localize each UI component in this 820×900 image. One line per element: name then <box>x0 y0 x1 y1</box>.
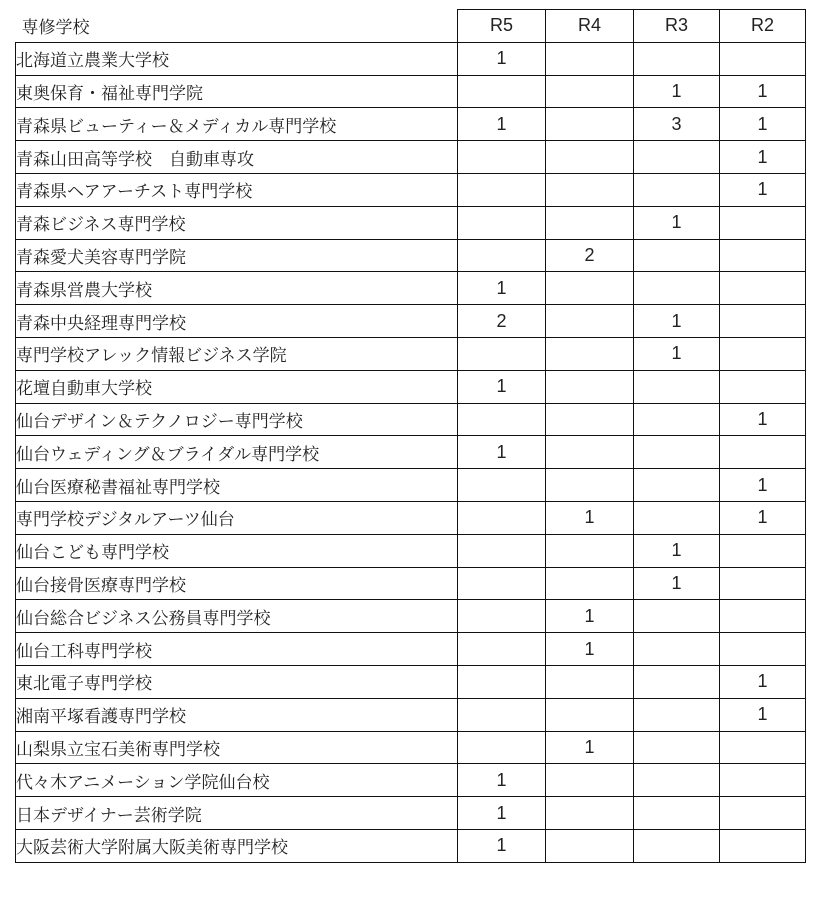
table-row <box>16 272 806 305</box>
value-cell-r5 <box>458 272 546 305</box>
school-name-cell: 仙台医療秘書福祉専門学校 <box>16 469 458 502</box>
value-cell-r2 <box>720 403 806 436</box>
value-cell-r4 <box>546 698 634 731</box>
school-table <box>15 9 806 863</box>
value-cell-r3 <box>634 731 720 764</box>
value-cell-r2 <box>720 764 806 797</box>
school-name-cell: 北海道立農業大学校 <box>16 42 458 75</box>
value-cell-r4 <box>546 239 634 272</box>
count-value: 1 <box>496 113 507 134</box>
table-row <box>16 370 806 403</box>
count-value: 1 <box>496 769 507 790</box>
value-cell-r3 <box>634 370 720 403</box>
table-row <box>16 764 806 797</box>
header-label: 専修学校 <box>21 18 90 39</box>
school-name-cell: 仙台こども専門学校 <box>16 534 458 567</box>
value-cell-r2 <box>720 337 806 370</box>
value-cell-r3 <box>634 75 720 108</box>
value-cell-r2 <box>720 534 806 567</box>
count-value: 2 <box>496 310 507 331</box>
count-value: 2 <box>584 244 595 265</box>
value-cell-r3 <box>634 42 720 75</box>
value-cell-r5 <box>458 633 546 666</box>
school-name-cell: 青森県営農大学校 <box>16 272 458 305</box>
value-cell-r5 <box>458 731 546 764</box>
school-name-cell: 山梨県立宝石美術専門学校 <box>16 731 458 764</box>
value-cell-r3 <box>634 272 720 305</box>
value-cell-r2 <box>720 239 806 272</box>
value-cell-r4 <box>546 534 634 567</box>
value-cell-r3 <box>634 436 720 469</box>
value-cell-r4 <box>546 305 634 338</box>
school-name-cell: 専門学校デジタルアーツ仙台 <box>16 501 458 534</box>
count-value: 1 <box>757 507 768 528</box>
count-value: 1 <box>496 277 507 298</box>
school-name-cell: 代々木アニメーション学院仙台校 <box>16 764 458 797</box>
value-cell-r5 <box>458 534 546 567</box>
school-name-cell: 青森中央経理専門学校 <box>16 305 458 338</box>
value-cell-r5 <box>458 403 546 436</box>
value-cell-r2 <box>720 42 806 75</box>
value-cell-r3 <box>634 600 720 633</box>
value-cell-r5 <box>458 797 546 830</box>
value-cell-r2 <box>720 665 806 698</box>
value-cell-r3 <box>634 469 720 502</box>
count-value: 1 <box>496 835 507 856</box>
value-cell-r5 <box>458 206 546 239</box>
value-cell-r3 <box>634 829 720 862</box>
value-cell-r5 <box>458 600 546 633</box>
table-row <box>16 600 806 633</box>
value-cell-r2 <box>720 108 806 141</box>
header-row <box>16 10 806 43</box>
value-cell-r5 <box>458 108 546 141</box>
value-cell-r2 <box>720 698 806 731</box>
value-cell-r2 <box>720 567 806 600</box>
count-value: 1 <box>671 343 682 364</box>
value-cell-r4 <box>546 272 634 305</box>
value-cell-r4 <box>546 206 634 239</box>
value-cell-r4 <box>546 665 634 698</box>
count-value: 1 <box>757 408 768 429</box>
count-value: 1 <box>757 671 768 692</box>
year-header-r3: R3 <box>634 10 720 43</box>
school-name-cell: 仙台工科専門学校 <box>16 633 458 666</box>
value-cell-r3 <box>634 108 720 141</box>
count-value: 1 <box>671 212 682 233</box>
table-row <box>16 797 806 830</box>
value-cell-r2 <box>720 206 806 239</box>
value-cell-r4 <box>546 633 634 666</box>
count-value: 1 <box>757 474 768 495</box>
table-row <box>16 501 806 534</box>
count-value: 1 <box>671 572 682 593</box>
school-name-cell: 湘南平塚看護専門学校 <box>16 698 458 731</box>
value-cell-r4 <box>546 108 634 141</box>
value-cell-r3 <box>634 797 720 830</box>
table-row <box>16 173 806 206</box>
value-cell-r3 <box>634 173 720 206</box>
school-name-cell: 仙台総合ビジネス公務員専門学校 <box>16 600 458 633</box>
count-value: 1 <box>496 376 507 397</box>
value-cell-r5 <box>458 501 546 534</box>
count-value: 1 <box>757 80 768 101</box>
count-value: 1 <box>584 736 595 757</box>
value-cell-r4 <box>546 797 634 830</box>
count-value: 1 <box>584 638 595 659</box>
value-cell-r5 <box>458 173 546 206</box>
value-cell-r2 <box>720 501 806 534</box>
school-name-cell: 青森山田高等学校 自動車専攻 <box>16 141 458 174</box>
value-cell-r2 <box>720 173 806 206</box>
table-row <box>16 665 806 698</box>
table-row <box>16 731 806 764</box>
value-cell-r2 <box>720 141 806 174</box>
table-row <box>16 141 806 174</box>
count-value: 1 <box>757 146 768 167</box>
school-name-cell: 青森ビジネス専門学校 <box>16 206 458 239</box>
count-value: 1 <box>496 48 507 69</box>
school-name-cell: 花壇自動車大学校 <box>16 370 458 403</box>
school-name-cell: 青森愛犬美容専門学院 <box>16 239 458 272</box>
value-cell-r4 <box>546 829 634 862</box>
count-value: 1 <box>671 310 682 331</box>
year-header-r5: R5 <box>458 10 546 43</box>
school-name-cell: 専門学校アレック情報ビジネス学院 <box>16 337 458 370</box>
school-name-cell: 大阪芸術大学附属大阪美術専門学校 <box>16 829 458 862</box>
count-value: 1 <box>671 80 682 101</box>
count-value: 1 <box>584 605 595 626</box>
school-name-cell: 仙台接骨医療専門学校 <box>16 567 458 600</box>
table-row <box>16 829 806 862</box>
table-row <box>16 337 806 370</box>
count-value: 1 <box>496 441 507 462</box>
value-cell-r3 <box>634 633 720 666</box>
school-name-cell: 東北電子専門学校 <box>16 665 458 698</box>
value-cell-r3 <box>634 305 720 338</box>
value-cell-r4 <box>546 501 634 534</box>
value-cell-r2 <box>720 600 806 633</box>
value-cell-r3 <box>634 141 720 174</box>
value-cell-r4 <box>546 141 634 174</box>
value-cell-r2 <box>720 75 806 108</box>
value-cell-r5 <box>458 75 546 108</box>
value-cell-r4 <box>546 337 634 370</box>
value-cell-r4 <box>546 75 634 108</box>
value-cell-r4 <box>546 731 634 764</box>
value-cell-r5 <box>458 665 546 698</box>
value-cell-r3 <box>634 403 720 436</box>
school-name-cell: 日本デザイナー芸術学院 <box>16 797 458 830</box>
value-cell-r5 <box>458 764 546 797</box>
count-value: 1 <box>671 540 682 561</box>
value-cell-r3 <box>634 764 720 797</box>
value-cell-r3 <box>634 665 720 698</box>
value-cell-r5 <box>458 829 546 862</box>
school-name-cell: 東奥保育・福祉専門学院 <box>16 75 458 108</box>
table-row <box>16 698 806 731</box>
school-name-cell: 仙台ウェディング＆ブライダル専門学校 <box>16 436 458 469</box>
value-cell-r5 <box>458 141 546 174</box>
value-cell-r4 <box>546 403 634 436</box>
value-cell-r4 <box>546 469 634 502</box>
value-cell-r2 <box>720 370 806 403</box>
table-row <box>16 567 806 600</box>
value-cell-r2 <box>720 797 806 830</box>
value-cell-r2 <box>720 829 806 862</box>
value-cell-r5 <box>458 337 546 370</box>
table-row <box>16 436 806 469</box>
value-cell-r5 <box>458 436 546 469</box>
value-cell-r5 <box>458 698 546 731</box>
table-row <box>16 239 806 272</box>
value-cell-r2 <box>720 305 806 338</box>
value-cell-r2 <box>720 633 806 666</box>
school-name-cell: 仙台デザイン＆テクノロジー専門学校 <box>16 403 458 436</box>
value-cell-r3 <box>634 698 720 731</box>
value-cell-r3 <box>634 567 720 600</box>
value-cell-r4 <box>546 567 634 600</box>
table-row <box>16 42 806 75</box>
count-value: 3 <box>671 113 682 134</box>
table-row <box>16 75 806 108</box>
count-value: 1 <box>496 802 507 823</box>
table-row <box>16 403 806 436</box>
count-value: 1 <box>757 113 768 134</box>
year-header-r2: R2 <box>720 10 806 43</box>
value-cell-r2 <box>720 469 806 502</box>
value-cell-r3 <box>634 239 720 272</box>
count-value: 1 <box>757 704 768 725</box>
school-name-cell: 青森県ビューティー＆メディカル専門学校 <box>16 108 458 141</box>
count-value: 1 <box>757 179 768 200</box>
school-name-cell: 青森県ヘアアーチスト専門学校 <box>16 173 458 206</box>
value-cell-r5 <box>458 305 546 338</box>
value-cell-r4 <box>546 42 634 75</box>
value-cell-r5 <box>458 370 546 403</box>
table-row <box>16 206 806 239</box>
value-cell-r4 <box>546 370 634 403</box>
value-cell-r3 <box>634 206 720 239</box>
value-cell-r4 <box>546 173 634 206</box>
count-value: 1 <box>584 507 595 528</box>
value-cell-r3 <box>634 534 720 567</box>
table-row <box>16 633 806 666</box>
value-cell-r4 <box>546 436 634 469</box>
value-cell-r5 <box>458 42 546 75</box>
value-cell-r5 <box>458 239 546 272</box>
value-cell-r4 <box>546 600 634 633</box>
year-header-r4: R4 <box>546 10 634 43</box>
table-body <box>16 10 806 863</box>
value-cell-r2 <box>720 731 806 764</box>
value-cell-r2 <box>720 272 806 305</box>
value-cell-r5 <box>458 469 546 502</box>
table-row <box>16 108 806 141</box>
table-row <box>16 469 806 502</box>
value-cell-r4 <box>546 764 634 797</box>
value-cell-r2 <box>720 436 806 469</box>
value-cell-r3 <box>634 337 720 370</box>
table-row <box>16 534 806 567</box>
value-cell-r5 <box>458 567 546 600</box>
table-row <box>16 305 806 338</box>
value-cell-r3 <box>634 501 720 534</box>
